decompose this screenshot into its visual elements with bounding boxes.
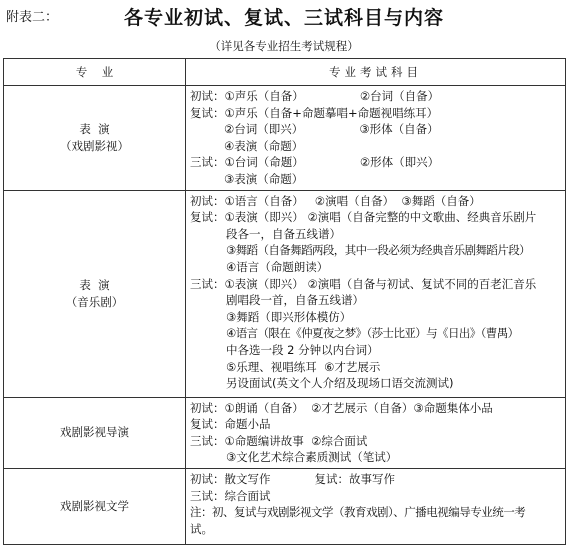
subject-line: 另设面试(英文个人介绍及现场口语交流测试)	[226, 376, 454, 391]
major-name: 戏剧影视文学	[60, 498, 129, 513]
table-header-row	[4, 59, 566, 86]
subject-line: ⑤乐理、视唱练耳 ⑥才艺展示	[226, 359, 381, 374]
subject-line: ②台词（即兴） ③形体（自备）	[224, 122, 439, 137]
subject-line: ③舞蹈（即兴形体模仿）	[226, 309, 352, 324]
subject-line: 三试：①台词（命题） ②形体（即兴）	[190, 155, 440, 170]
major-cell	[4, 190, 186, 397]
subject-line: 试。	[190, 521, 213, 536]
major-name: 表 演	[79, 277, 110, 292]
subject-line: ③文化艺术综合素质测试（笔试）	[226, 450, 398, 465]
subjects-cell	[186, 86, 566, 191]
subject-line: ③舞蹈（自备舞蹈两段，其中一段必须为经典音乐剧舞蹈片段）	[226, 243, 531, 258]
major-cell	[4, 86, 186, 191]
subject-line: 中各选一段 2 分钟以内台词）	[226, 342, 379, 357]
table-row	[4, 86, 566, 191]
subject-line: 初试：①声乐（自备） ②台词（自备）	[190, 89, 440, 103]
subject-line: 三试：①命题编讲故事 ②综合面试	[190, 433, 368, 448]
table-row	[4, 468, 566, 544]
subject-line: 注：初、复试与戏剧影视文学（教育戏剧）、广播电视编导专业统一考	[190, 505, 526, 520]
major-name: 戏剧影视导演	[60, 425, 129, 440]
exam-subjects-table	[3, 58, 566, 545]
subject-line: ③表演（命题）	[224, 171, 304, 186]
subject-line: 剧唱段一首，自备五线谱）	[226, 293, 364, 308]
subject-line: ④表演（命题）	[224, 138, 304, 153]
subjects-cell	[186, 190, 566, 397]
appendix-label: 附表二：	[6, 10, 59, 25]
subjects-cell	[186, 397, 566, 468]
column-header-major: 专 业	[4, 59, 186, 86]
subject-line: ④语言（命题朗读）	[226, 259, 329, 274]
major-subname: （音乐剧）	[65, 294, 124, 309]
subject-line: 段各一，自备五线谱）	[226, 226, 341, 241]
subject-line: 复试：①声乐（自备+命题摹唱+命题视唱练耳）	[190, 105, 439, 120]
column-header-subjects: 专业考试科目	[186, 59, 566, 86]
major-name: 表 演	[79, 121, 110, 136]
subject-line: 初试：①朗诵（自备） ②才艺展示（自备）③命题集体小品	[190, 400, 493, 415]
major-subname: （戏剧影视）	[60, 138, 129, 153]
page-subtitle: （详见各专业招生考试规程）	[209, 39, 359, 53]
subject-line: 复试：①表演（即兴） ②演唱（自备完整的中文歌曲、经典音乐剧片	[190, 210, 537, 225]
subject-line: 初试：①语言（自备） ②演唱（自备） ③舞蹈（自备）	[190, 193, 481, 208]
subjects-cell	[186, 468, 566, 544]
subject-line: ④语言（限在《仲夏夜之梦》（莎士比亚）与《日出》（曹禺）	[226, 326, 519, 341]
page-title: 各专业初试、复试、三试科目与内容	[123, 7, 444, 29]
table-row	[4, 190, 566, 397]
table-row	[4, 397, 566, 468]
subject-line: 初试：散文写作 复试：故事写作	[190, 471, 395, 486]
subject-line: 复试：命题小品	[190, 417, 271, 432]
subject-line: 三试：①表演（即兴） ②演唱（自备与初试、复试不同的百老汇音乐	[190, 276, 537, 291]
subject-line: 三试：综合面试	[190, 488, 271, 503]
major-cell	[4, 397, 186, 468]
major-cell	[4, 468, 186, 544]
